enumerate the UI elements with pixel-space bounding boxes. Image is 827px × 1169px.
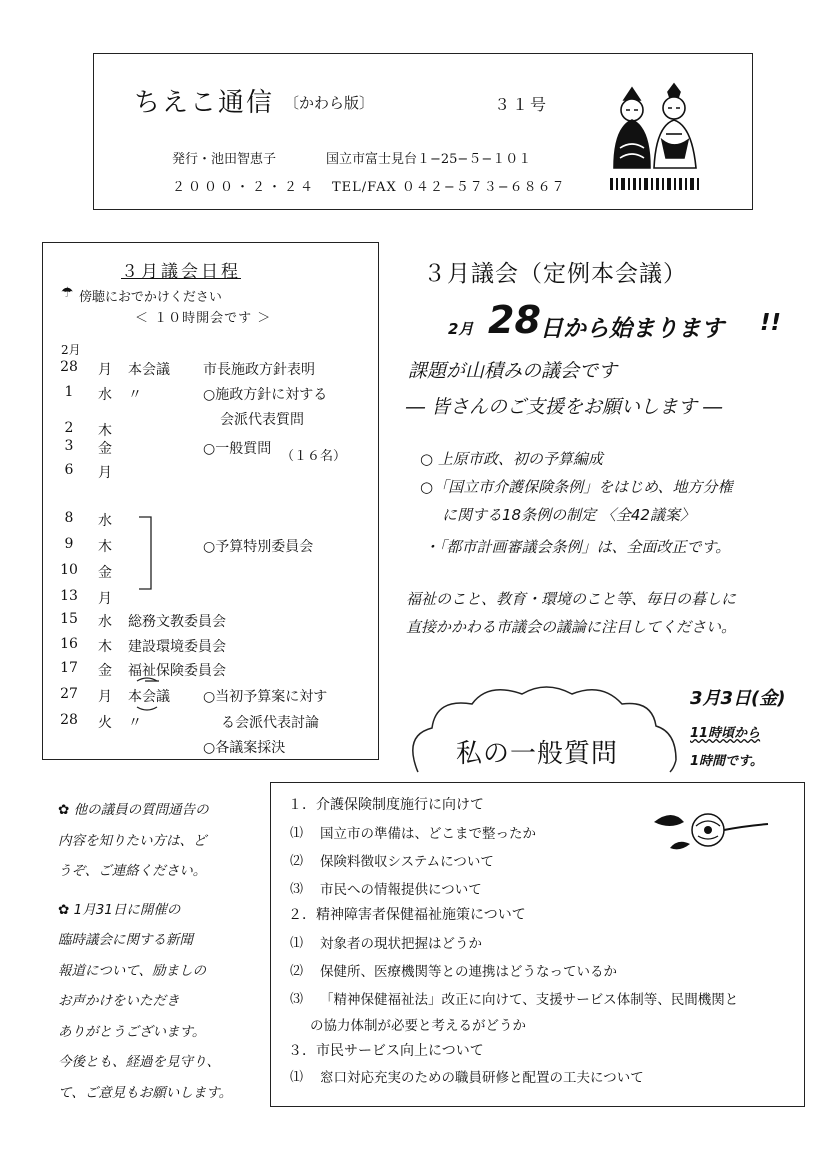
my-question-date: 3月3日(金) <box>690 688 786 709</box>
left-note-line: ✿ 1月31日に開催の <box>58 901 181 918</box>
schedule-event: 建設環境委員会 <box>128 639 226 655</box>
issue-date: ２０００・２・２４ <box>172 180 317 195</box>
question-number: ⑴ <box>290 1070 304 1085</box>
question-item-cont: の協力体制が必要と考えるがどうか <box>310 1018 526 1034</box>
schedule-detail: ○予算特別委員会 <box>203 539 314 555</box>
schedule-weekday: 金 <box>98 663 112 679</box>
schedule-weekday: 月 <box>98 465 112 481</box>
schedule-weekday: 木 <box>98 423 112 439</box>
left-note-line: て、ご意見もお願いします。 <box>58 1084 233 1101</box>
headline-exclaim: !! <box>760 310 781 336</box>
point-line: ○「国立市介護保険条例」をはじめ、地方分権 <box>420 478 733 496</box>
schedule-title: ３月議会日程 <box>121 262 241 282</box>
schedule-event: 〃 <box>128 715 142 731</box>
schedule-weekday: 火 <box>98 715 112 731</box>
schedule-day: 17 <box>60 660 78 676</box>
schedule-weekday: 水 <box>98 614 112 630</box>
schedule-day: 28 <box>60 712 78 728</box>
schedule-event: 本会議 <box>128 689 170 705</box>
question-item: 国立市の準備は、どこまで整ったか <box>320 826 536 842</box>
newsletter-title: ちえこ通信 <box>134 88 275 118</box>
point-line: ○ 上原市政、初の予算編成 <box>420 450 603 468</box>
schedule-day: 16 <box>60 636 78 652</box>
left-note-line: 内容を知りたい方は、ど <box>58 832 207 849</box>
left-note-line: 報道について、励ましの <box>58 962 206 979</box>
schedule-weekday: 水 <box>98 513 112 529</box>
schedule-day: 2 <box>64 420 74 436</box>
question-heading: １．介護保険制度施行に向けて <box>288 797 484 813</box>
schedule-box <box>42 242 379 760</box>
hina-dolls-illustration <box>606 78 706 196</box>
schedule-day: 15 <box>60 611 78 627</box>
schedule-day: 3 <box>64 438 74 454</box>
schedule-detail: る会派代表討論 <box>221 715 319 731</box>
left-note-line: 臨時議会に関する新聞 <box>58 932 193 948</box>
question-number: ⑵ <box>290 854 304 869</box>
question-item: 「精神保健福祉法」改正に向けて、支援サービス体制等、民間機関と <box>320 992 739 1008</box>
point-line: ・「都市計画審議会条例」は、全面改正です。 <box>424 538 731 556</box>
publisher: 発行・池田智恵子 <box>172 152 277 167</box>
schedule-weekday: 木 <box>98 539 112 555</box>
my-question-time-start: 11時頃から <box>690 726 761 741</box>
schedule-day: 28 <box>60 359 78 375</box>
left-note-line: ✿ 他の議員の質問通告の <box>58 802 209 818</box>
schedule-detail: 市長施政方針表明 <box>203 362 315 378</box>
my-question-title: 私の一般質問 <box>456 739 619 769</box>
schedule-note-attend: 傍聴におでかけください <box>79 290 222 305</box>
schedule-weekday: 月 <box>98 689 112 705</box>
question-item: 市民への情報提供について <box>320 882 482 898</box>
question-number: ⑶ <box>290 992 304 1007</box>
schedule-day: 1 <box>64 384 74 400</box>
schedule-day: 9 <box>64 536 74 552</box>
schedule-event: 〃 <box>128 387 142 403</box>
welfare-line: 直接かかわる市議会の議論に注目してください。 <box>406 618 737 636</box>
question-number: ⑶ <box>290 882 304 897</box>
headline-sub1: 課題が山積みの議会です <box>408 360 618 382</box>
schedule-weekday: 月 <box>98 591 112 607</box>
schedule-weekday: 金 <box>98 565 112 581</box>
question-item: 窓口対応充実のための職員研修と配置の工夫について <box>320 1070 644 1086</box>
schedule-weekday: 木 <box>98 639 112 655</box>
issue-number: ３１号 <box>494 95 549 114</box>
schedule-detail: ○一般質問 <box>203 441 272 457</box>
schedule-day: 8 <box>64 510 74 526</box>
point-line: に関する18条例の制定 〈全42議案〉 <box>442 506 695 524</box>
headline-month: 2月 <box>448 320 474 338</box>
question-number: ⑴ <box>290 936 304 951</box>
schedule-detail: ○各議案採決 <box>203 740 286 756</box>
question-number: ⑴ <box>290 826 304 841</box>
left-note-line: お声かけをいただき <box>58 993 180 1009</box>
schedule-weekday: 金 <box>98 441 112 457</box>
schedule-detail: ○施政方針に対する <box>203 387 328 403</box>
left-note-line: うぞ、ご連絡ください。 <box>58 863 207 879</box>
camellia-icon <box>650 800 770 860</box>
headline-title: ３月議会（定例本会議） <box>423 261 687 287</box>
address: 国立市富士見台１−25−５−１０１ <box>326 152 532 167</box>
my-question-duration: 1時間です。 <box>690 754 764 769</box>
schedule-day: 27 <box>60 686 78 702</box>
edition-label: 〔かわら版〕 <box>284 94 375 112</box>
masthead-box <box>93 53 753 210</box>
left-note-line: 今後とも、経過を見守り、 <box>58 1054 220 1070</box>
schedule-weekday: 月 <box>98 362 112 378</box>
question-item: 対象者の現状把握はどうか <box>320 936 482 952</box>
left-note-line: ありがとうございます。 <box>58 1023 206 1040</box>
headline-start: 日から始まります <box>540 316 724 342</box>
schedule-note-time: ＜ １０時開会です ＞ <box>135 311 272 326</box>
schedule-day: 6 <box>64 462 74 478</box>
headline-day: 28 <box>488 298 541 342</box>
general-question-count: （１６名） <box>281 449 347 464</box>
schedule-event: 本会議 <box>128 362 170 378</box>
schedule-detail: 会派代表質問 <box>220 412 304 428</box>
schedule-day: 10 <box>60 562 78 578</box>
schedule-month: 2月 <box>61 343 81 357</box>
question-heading: ３．市民サービス向上について <box>288 1043 484 1059</box>
welfare-line: 福祉のこと、教育・環境のこと等、毎日の暮しに <box>406 590 737 608</box>
schedule-day: 13 <box>60 588 78 604</box>
schedule-detail: ○当初予算案に対す <box>203 689 328 705</box>
schedule-weekday: 水 <box>98 387 112 403</box>
question-item: 保険料徴収システムについて <box>320 854 494 870</box>
question-number: ⑵ <box>290 964 304 979</box>
schedule-event: 総務文教委員会 <box>128 614 226 630</box>
schedule-event: 福祉保険委員会 <box>128 663 226 679</box>
headline-sub2: ― 皆さんのご支援をお願いします ― <box>406 396 723 418</box>
question-heading: ２．精神障害者保健福祉施策について <box>288 907 526 923</box>
question-item: 保健所、医療機関等との連携はどうなっているか <box>320 964 617 980</box>
tel-fax: TEL/FAX ０４２−５７３−６８６７ <box>332 180 566 195</box>
umbrella-icon: ☂ <box>61 285 74 301</box>
